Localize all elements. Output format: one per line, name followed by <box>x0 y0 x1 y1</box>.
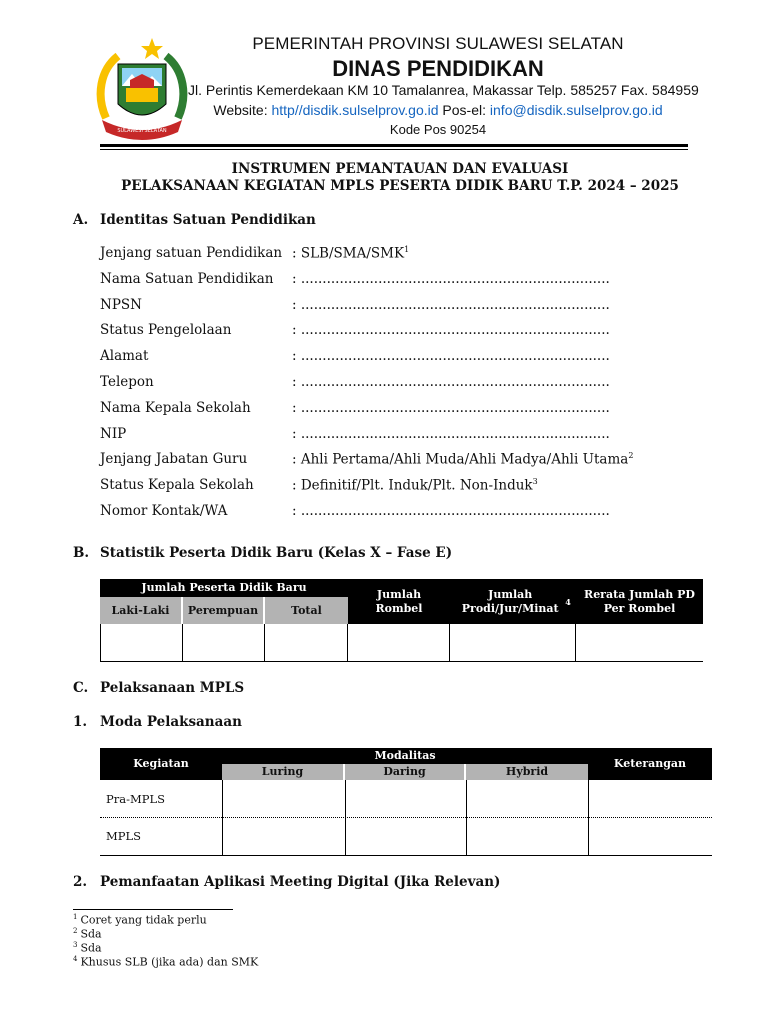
mod-grid-line <box>345 780 346 856</box>
identity-value-text: : ........................................................................ <box>292 426 610 442</box>
stat-header-rombel: Jumlah Rombel <box>348 579 450 624</box>
section-a-letter: A. <box>73 212 89 228</box>
identity-value-text: : ........................................................................ <box>292 271 610 287</box>
footnote-item <box>73 955 258 969</box>
identity-label: Nama Kepala Sekolah <box>100 400 251 416</box>
letterhead-department: DINAS PENDIDIKAN <box>332 56 544 81</box>
letterhead-address: Jl. Perintis Kemerdekaan KM 10 Tamalanrea, Makassar Telp. 585257 Fax. 584959 <box>188 82 699 98</box>
subsection-1-number: 1. <box>73 714 88 730</box>
footnote-text: Khusus SLB (jika ada) dan SMK <box>80 955 259 969</box>
letterhead-postal-code: Kode Pos 90254 <box>389 122 487 137</box>
stat-cell-prodi[interactable] <box>450 624 576 662</box>
stat-header-female: Perempuan <box>183 597 265 624</box>
footnote-item <box>73 941 102 955</box>
identity-value-text: : ........................................................................ <box>292 374 610 390</box>
identity-value[interactable] <box>292 477 538 494</box>
mod-header-daring: Daring <box>345 764 466 780</box>
footnote-marker: 3 <box>532 477 538 486</box>
section-b-letter: B. <box>73 545 90 561</box>
identity-value-text: : ........................................................................ <box>292 297 610 313</box>
footnote-marker: 1 <box>404 245 410 254</box>
stat-cell-male[interactable] <box>100 624 183 662</box>
mod-bottom-rule <box>100 855 712 856</box>
identity-value-text: : ........................................................................ <box>292 322 610 338</box>
identity-label: Jenjang satuan Pendidikan <box>100 245 283 261</box>
identity-value-text: : SLB/SMA/SMK <box>292 245 405 262</box>
identity-label: Alamat <box>100 348 149 364</box>
website-link[interactable]: http//disdik.sulselprov.go.id <box>271 102 439 118</box>
document-title-line1: INSTRUMEN PEMANTAUAN DAN EVALUASI <box>231 161 569 177</box>
subsection-2-heading: Pemanfaatan Aplikasi Meeting Digital (Jika Relevan) <box>100 874 501 890</box>
stat-group-header: Jumlah Peserta Didik Baru <box>100 579 348 597</box>
identity-value[interactable] <box>292 348 610 364</box>
letterhead-rule-thick <box>100 144 688 147</box>
stat-cell-rombel[interactable] <box>348 624 450 662</box>
mod-row-mpls: MPLS <box>106 829 142 843</box>
identity-value[interactable] <box>292 374 610 390</box>
identity-label: NIP <box>100 426 127 442</box>
footnote-text: Sda <box>80 927 102 941</box>
identity-value-text: : ........................................................................ <box>292 348 610 364</box>
provincial-emblem-logo <box>96 36 188 140</box>
footnote-item <box>73 913 207 927</box>
email-label: Pos-el: <box>438 102 490 118</box>
identity-value[interactable] <box>292 297 610 313</box>
identity-label: Telepon <box>100 374 154 390</box>
website-label: Website: <box>213 102 272 118</box>
letterhead-contact <box>188 102 688 118</box>
section-c-heading: Pelaksanaan MPLS <box>100 680 245 696</box>
stat-header-total: Total <box>265 597 348 624</box>
footnote-item <box>73 927 102 941</box>
footnote-number: 3 <box>73 941 78 949</box>
footnote-number: 4 <box>73 955 78 963</box>
footnote-text: Coret yang tidak perlu <box>80 913 207 927</box>
identity-value-text: : Definitif/Plt. Induk/Plt. Non-Induk <box>292 477 533 494</box>
section-a-heading: Identitas Satuan Pendidikan <box>100 212 316 228</box>
mod-header-kegiatan: Kegiatan <box>100 748 222 780</box>
footnote-marker: 2 <box>628 451 634 460</box>
mod-grid-line <box>466 780 467 856</box>
mod-group-header: Modalitas <box>222 748 588 764</box>
identity-label: Status Pengelolaan <box>100 322 232 338</box>
document-title-line2: PELAKSANAAN KEGIATAN MPLS PESERTA DIDIK BARU T.P. 2024 – 2025 <box>121 178 679 194</box>
footnote-rule <box>73 909 233 910</box>
identity-label: Nama Satuan Pendidikan <box>100 271 274 287</box>
identity-label: NPSN <box>100 297 142 313</box>
email-link[interactable]: info@disdik.sulselprov.go.id <box>489 102 663 118</box>
section-c-letter: C. <box>73 680 89 696</box>
footnote-number: 1 <box>73 913 78 921</box>
section-b-heading: Statistik Peserta Didik Baru (Kelas X – Fase E) <box>100 545 453 561</box>
stat-header-rerata: Rerata Jumlah PD Per Rombel <box>576 579 703 624</box>
subsection-2-number: 2. <box>73 874 88 890</box>
mod-grid-line <box>222 780 223 856</box>
subsection-1-heading: Moda Pelaksanaan <box>100 714 242 730</box>
identity-value-text: : Ahli Pertama/Ahli Muda/Ahli Madya/Ahli Utama <box>292 451 629 468</box>
svg-text:SULAWESI SELATAN: SULAWESI SELATAN <box>117 128 167 134</box>
mod-header-keterangan: Keterangan <box>588 748 712 780</box>
mod-grid-line <box>588 780 589 856</box>
identity-value[interactable] <box>292 400 610 416</box>
stat-cell-female[interactable] <box>183 624 265 662</box>
identity-value[interactable] <box>292 322 610 338</box>
identity-label: Jenjang Jabatan Guru <box>100 451 248 467</box>
footnote-text: Sda <box>80 941 102 955</box>
identity-label: Nomor Kontak/WA <box>100 503 228 519</box>
identity-value[interactable] <box>292 271 610 287</box>
footnote-number: 2 <box>73 927 78 935</box>
mod-row-pra-mpls: Pra-MPLS <box>106 792 166 806</box>
mod-header-hybrid: Hybrid <box>466 764 588 780</box>
identity-value[interactable] <box>292 503 610 519</box>
mod-row-divider <box>100 817 712 818</box>
identity-value-text: : ........................................................................ <box>292 503 610 519</box>
identity-value[interactable] <box>292 245 409 262</box>
mod-header-luring: Luring <box>222 764 345 780</box>
identity-value-text: : ........................................................................ <box>292 400 610 416</box>
stat-header-male: Laki-Laki <box>100 597 183 624</box>
stat-cell-total[interactable] <box>265 624 348 662</box>
footnote-marker: 4 <box>565 596 571 607</box>
stat-cell-rerata[interactable] <box>576 624 703 662</box>
stat-header-prodi <box>450 579 576 624</box>
identity-label: Status Kepala Sekolah <box>100 477 254 493</box>
letterhead-government: PEMERINTAH PROVINSI SULAWESI SELATAN <box>252 34 624 53</box>
identity-value[interactable] <box>292 426 610 442</box>
identity-value[interactable] <box>292 451 633 468</box>
letterhead-rule-thin <box>100 149 688 150</box>
stat-header-prodi-text: Jumlah Prodi/Jur/Minat <box>461 587 559 615</box>
